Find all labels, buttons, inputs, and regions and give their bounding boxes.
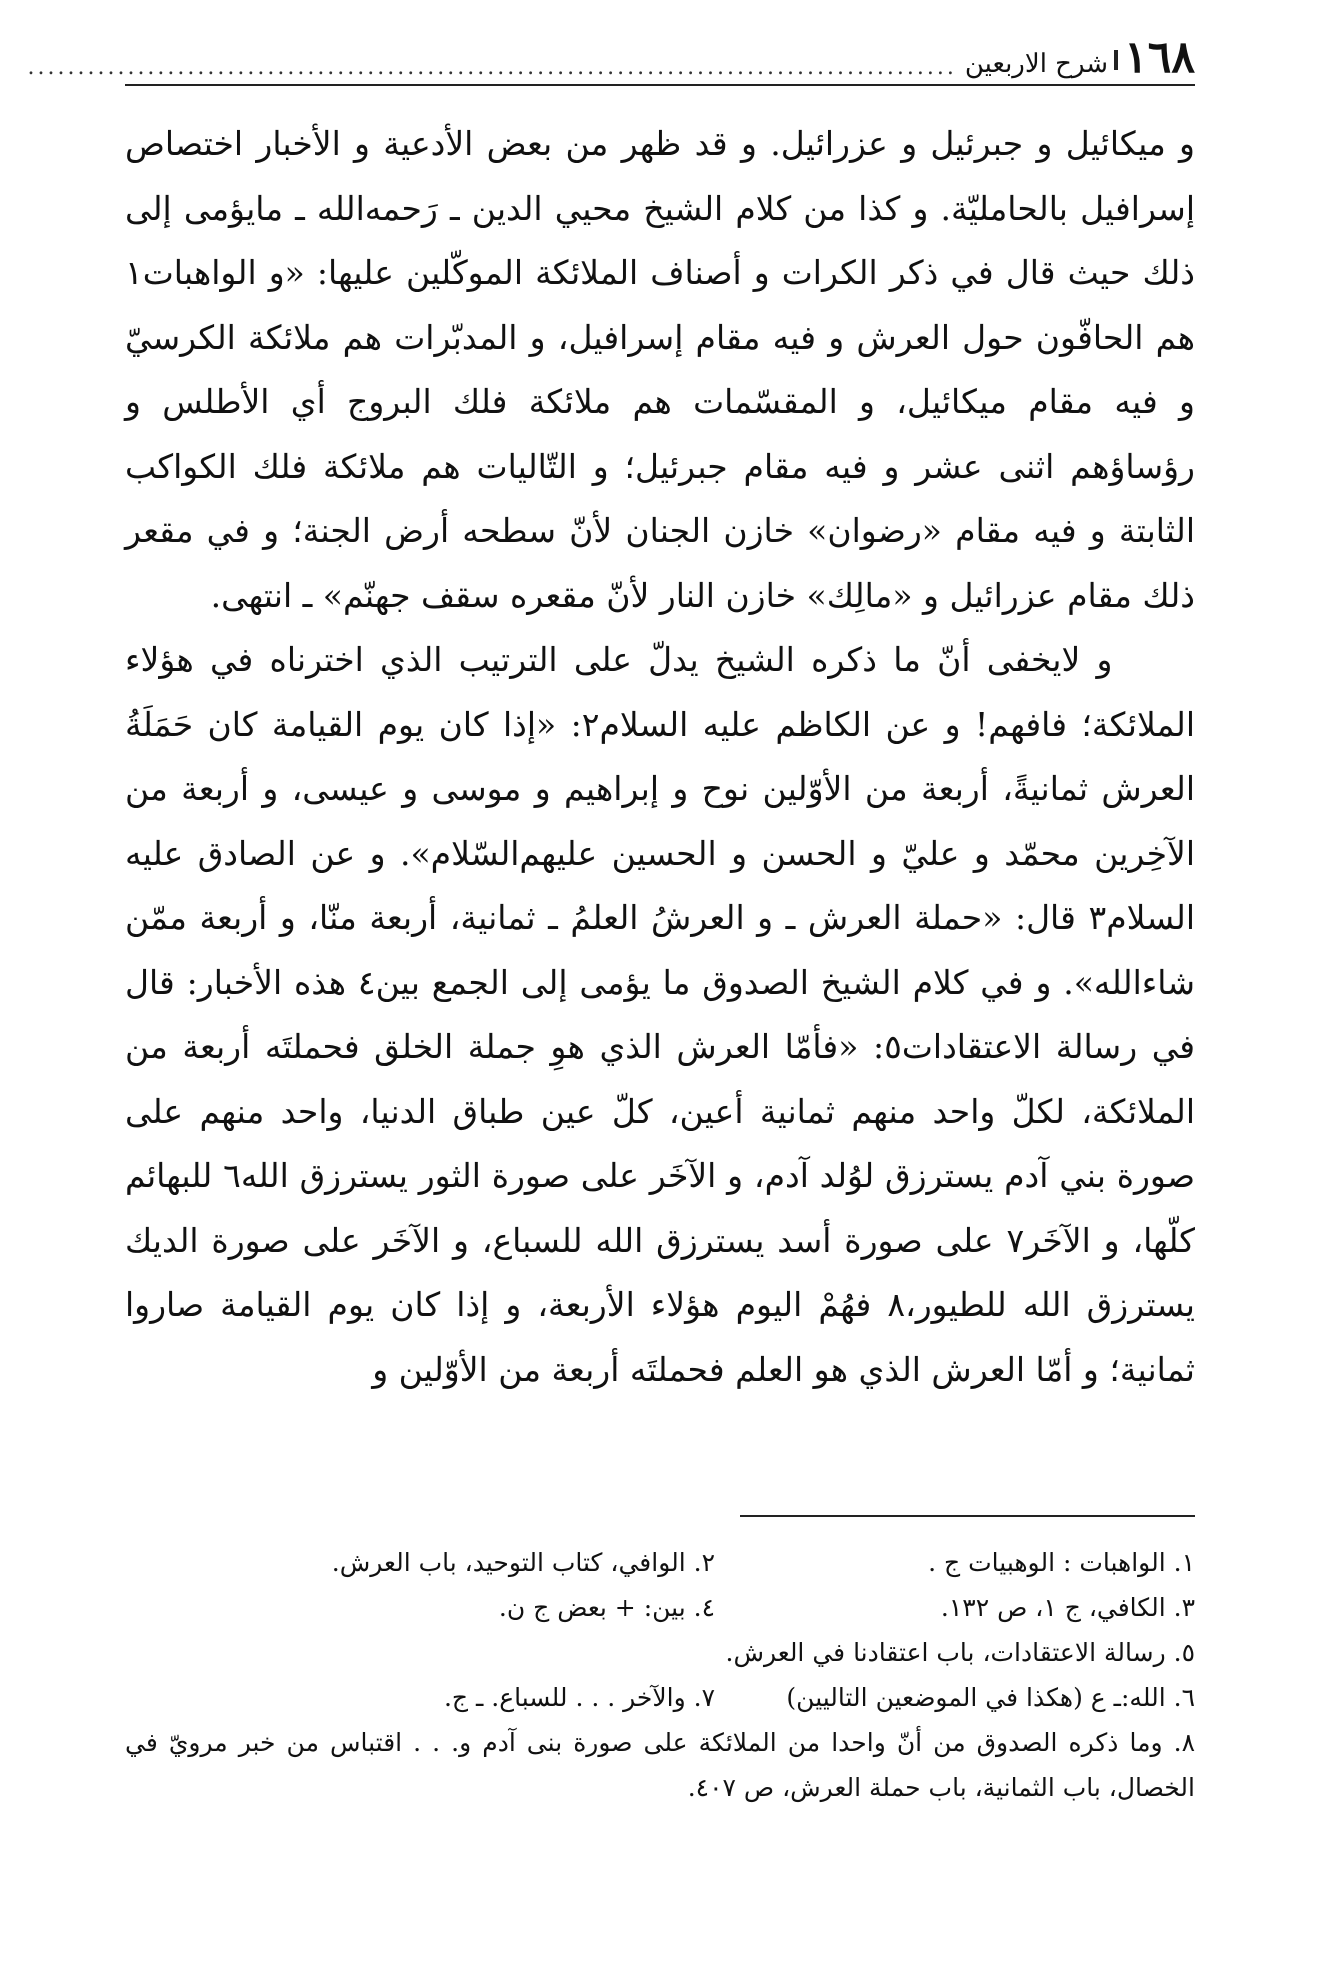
footnote-2: ٢. الوافي، كتاب التوحيد، باب العرش. — [331, 1548, 715, 1577]
footnote-row — [125, 1585, 1195, 1630]
footnote-4: ٤. بين: + بعض ج ن. — [498, 1593, 715, 1622]
footnote-5: ٥. رسالة الاعتقادات، باب اعتقادنا في العرش. — [725, 1638, 1195, 1667]
paragraph-2: و لايخفى أنّ ما ذكره الشيخ يدلّ على الترتيب الذي اخترناه في هؤلاء الملائكة؛ فافهم! و عن الكاظم عليه السلام٢: «إذا كان يوم القيامة كان حَمَلَةُ العرش ثمانيةً، أربعة من الأوّلين نوح و إبراهيم و موسى و عيسى، و أربعة من الآخِرين محمّد و عليّ و الحسن و الحسين عليهم‌السّلام». و عن الصادق عليه السلام٣ قال: «حملة العرش ـ و العرشُ العلمُ ـ ثمانية، أربعة منّا، و أربعة ممّن شاءالله». و في كلام الشيخ الصدوق ما يؤمى إلى الجمع بين٤ هذه الأخبار: قال في رسالة الاعتقادات٥: «فأمّا العرش الذي هوِ جملة الخلق فحملتَه أربعة من الملائكة، لكلّ واحد منهم ثمانية أعين، كلّ عين طباق الدنيا، واحد منهم على صورة بني آدم يسترزق لوُلد آدم، و الآخَر على صورة الثور يسترزق الله٦ للبهائم كلّها، و الآخَر٧ على صورة أسد يسترزق الله للسباع، و الآخَر على صورة الديك يسترزق الله للطيور،٨ فهُمْ اليوم هؤلاء الأربعة، و إذا كان يوم القيامة صاروا ثمانية؛ و أمّا العرش الذي هو العلم فحملتَه أربعة من الأوّلين و — [125, 640, 1196, 1389]
main-text — [125, 112, 1195, 1402]
header-dot-leader: ............................................................................................. — [27, 55, 957, 80]
header-square-ornament — [1114, 50, 1118, 70]
footnote-1: ١. الواهبات : الوهبيات ج . — [928, 1548, 1195, 1577]
footnote-row — [125, 1630, 1195, 1675]
footnote-3: ٣. الكافي، ج ١، ص ١٣٢. — [940, 1593, 1195, 1622]
paragraph-1: و ميكائيل و جبرئيل و عزرائيل. و قد ظهر من بعض الأدعية و الأخبار اختصاص إسرافيل بالحامليّة. و كذا من كلام الشيخ محيي الدين ـ رَحمه‌الله ـ مايؤمى إلى ذلك حيث قال في ذكر الكرات و أصناف الملائكة الموكّلين عليها: «و الواهبات١ هم الحافّون حول العرش و فيه مقام إسرافيل، و المدبّرات هم ملائكة الكرسيّ و فيه مقام ميكائيل، و المقسّمات هم ملائكة فلك البروج أي الأطلس و رؤساؤهم اثنى عشر و فيه مقام جبرئيل؛ و التّاليات هم ملائكة فلك الكواكب الثابتة و فيه مقام «رضوان» خازن الجنان لأنّ سطحه أرض الجنة؛ و في مقعر ذلك مقام عزرائيل و «مالِك» خازن النار لأنّ مقعره سقف جهنّم» ـ انتهى. — [125, 124, 1195, 615]
running-title: شرح الاربعين — [964, 48, 1109, 79]
footnote-8: ٨. وما ذكره الصدوق من أنّ واحدا من الملائكة على صورة بنى آدم و. . . اقتباس من خبر مرويّ في الخصال، باب الثمانية، باب حملة العرش، ص ٤٠٧. — [125, 1728, 1195, 1802]
footnote-6: ٦. الله:ـ ع (هكذا في الموضعين التاليين) — [786, 1683, 1195, 1712]
page-number: ١٦٨ — [1124, 32, 1195, 83]
footnote-separator — [740, 1515, 1195, 1517]
footnote-row — [125, 1675, 1195, 1720]
footnote-row — [125, 1540, 1195, 1585]
page-header — [27, 30, 1195, 86]
footnote-7: ٧. والآخر . . . للسباع. ـ ج. — [443, 1683, 715, 1712]
footnotes — [125, 1540, 1195, 1810]
